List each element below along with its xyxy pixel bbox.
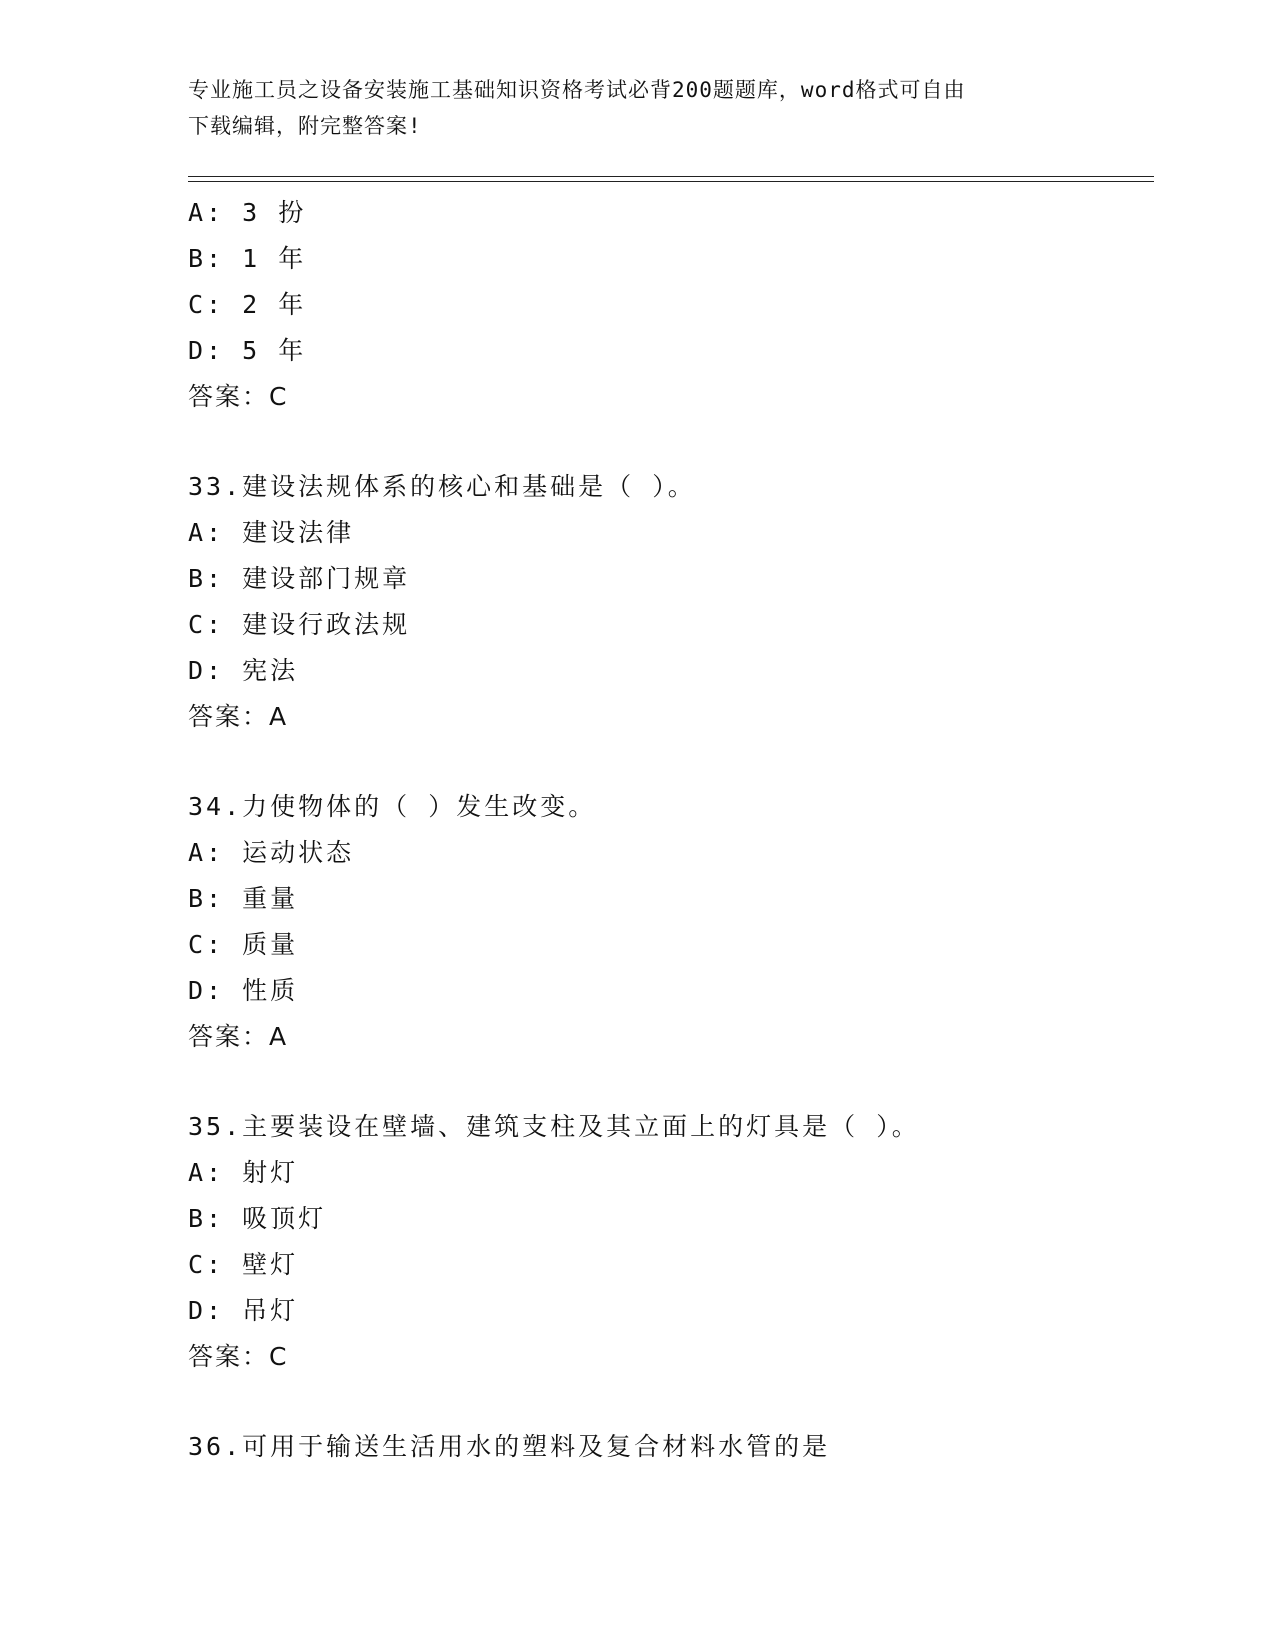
option-d: D: 5 年 [188, 336, 307, 365]
header-title-line-1: 专业施工员之设备安装施工基础知识资格考试必背200题题库，word格式可自由 [188, 78, 966, 102]
option-c: C: 壁灯 [188, 1250, 299, 1279]
question-block-32-continued [188, 190, 1148, 420]
option-c: C: 质量 [188, 930, 299, 959]
option-a: A: 3 扮 [188, 198, 307, 227]
question-list [188, 190, 1148, 1470]
question-text: 35.主要装设在壁墙、建筑支柱及其立面上的灯具是（ ）。 [188, 1112, 920, 1141]
question-block-34 [188, 784, 1148, 1060]
header-title-line-2: 下载编辑，附完整答案! [188, 114, 422, 138]
option-c: C: 建设行政法规 [188, 610, 411, 639]
question-block-35 [188, 1104, 1148, 1380]
header-divider-top [188, 176, 1154, 177]
question-block-36 [188, 1424, 1148, 1470]
option-c: C: 2 年 [188, 290, 307, 319]
question-block-33 [188, 464, 1148, 740]
option-a: A: 运动状态 [188, 838, 355, 867]
answer-line: 答案：A [188, 1022, 289, 1051]
option-d: D: 性质 [188, 976, 299, 1005]
option-d: D: 吊灯 [188, 1296, 299, 1325]
answer-line: 答案：C [188, 1342, 289, 1371]
option-b: B: 重量 [188, 884, 299, 913]
header-divider-bottom [188, 181, 1154, 182]
question-text: 33.建设法规体系的核心和基础是（ ）。 [188, 472, 696, 501]
option-b: B: 吸顶灯 [188, 1204, 327, 1233]
question-text: 34.力使物体的（ ）发生改变。 [188, 792, 597, 821]
option-b: B: 1 年 [188, 244, 307, 273]
option-b: B: 建设部门规章 [188, 564, 411, 593]
document-header [188, 72, 1088, 144]
option-a: A: 建设法律 [188, 518, 355, 547]
answer-line: 答案：C [188, 382, 289, 411]
option-a: A: 射灯 [188, 1158, 299, 1187]
question-text: 36.可用于输送生活用水的塑料及复合材料水管的是 [188, 1432, 831, 1461]
option-d: D: 宪法 [188, 656, 299, 685]
answer-line: 答案：A [188, 702, 289, 731]
